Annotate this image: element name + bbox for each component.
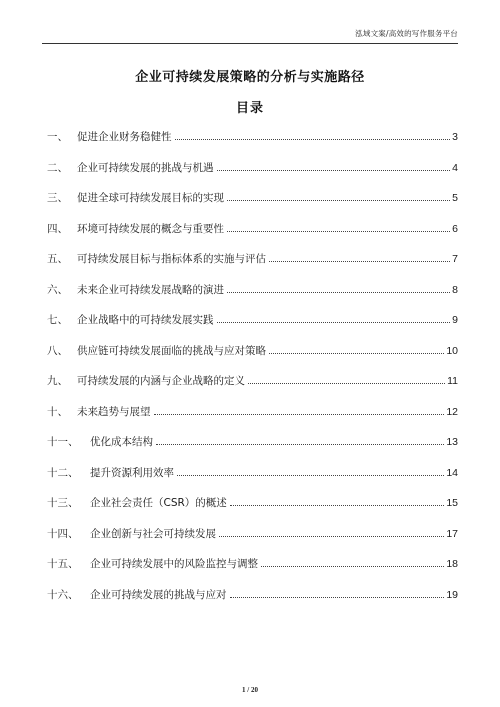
toc-entry-title: 未来企业可持续发展战略的演进: [77, 283, 224, 296]
toc-dot-leader: [219, 536, 444, 537]
page-number: 1 / 20: [242, 686, 258, 694]
toc-entry-number: 一、: [47, 131, 68, 143]
header-text: 泓域文案/高效的写作服务平台: [355, 29, 458, 38]
toc-entry-number: 三、: [47, 192, 68, 204]
toc-entry-page: 9: [452, 314, 458, 326]
toc-entry[interactable]: [47, 404, 458, 435]
toc-entry-title: 企业可持续发展的挑战与应对: [90, 588, 227, 601]
toc-dot-leader: [269, 353, 444, 354]
toc-entry[interactable]: [47, 251, 458, 282]
toc-entry-page: 7: [452, 253, 458, 265]
toc-entry-number: 七、: [47, 314, 68, 326]
toc-entry[interactable]: [47, 587, 458, 618]
toc-entry-title: 可持续发展的内涵与企业战略的定义: [77, 375, 245, 387]
toc-entry-title: 未来趋势与展望: [77, 405, 151, 418]
toc-dot-leader: [227, 200, 450, 201]
toc-entry-page: 10: [446, 344, 458, 357]
toc-entry-page: 17: [446, 527, 458, 540]
table-of-contents: [47, 129, 458, 617]
toc-entry-title: 促进企业财务稳健性: [77, 131, 172, 143]
toc-entry-page: 11: [447, 375, 458, 387]
toc-entry[interactable]: [47, 465, 458, 496]
toc-entry-page: 18: [446, 558, 458, 570]
toc-dot-leader: [217, 170, 451, 171]
toc-dot-leader: [261, 566, 444, 567]
toc-dot-leader: [217, 322, 451, 323]
toc-dot-leader: [154, 414, 445, 415]
toc-entry-number: 二、: [47, 161, 68, 174]
toc-entry[interactable]: [47, 282, 458, 313]
document-title: 企业可持续发展策略的分析与实施路径: [135, 70, 365, 85]
toc-entry[interactable]: [47, 495, 458, 526]
toc-entry-title: 环境可持续发展的概念与重要性: [77, 222, 224, 235]
toc-entry-page: 4: [452, 161, 458, 174]
toc-entry-title: 企业战略中的可持续发展实践: [77, 314, 214, 326]
toc-entry-page: 15: [446, 497, 458, 509]
toc-entry-page: 19: [446, 588, 458, 601]
toc-entry[interactable]: [47, 221, 458, 252]
toc-dot-leader: [248, 383, 445, 384]
header-divider: [42, 43, 458, 44]
toc-dot-leader: [177, 475, 444, 476]
toc-entry[interactable]: [47, 526, 458, 557]
toc-entry[interactable]: [47, 190, 458, 221]
toc-entry-number: 九、: [47, 375, 68, 387]
toc-dot-leader: [175, 139, 451, 140]
toc-heading: 目录: [235, 101, 264, 116]
toc-entry[interactable]: [47, 129, 458, 160]
toc-entry-title: 可持续发展目标与指标体系的实施与评估: [77, 253, 266, 265]
toc-dot-leader: [269, 261, 450, 262]
toc-dot-leader: [156, 444, 444, 445]
toc-entry-title: 提升资源利用效率: [90, 466, 174, 479]
toc-dot-leader: [227, 231, 450, 232]
toc-entry[interactable]: [47, 312, 458, 343]
toc-entry-page: 6: [452, 222, 458, 235]
toc-entry-number: 十、: [47, 405, 68, 418]
toc-dot-leader: [230, 597, 445, 598]
toc-entry-number: 十一、: [47, 436, 79, 448]
toc-entry-number: 十六、: [47, 588, 79, 601]
toc-entry-page: 13: [446, 436, 458, 448]
toc-entry-title: 促进全球可持续发展目标的实现: [77, 192, 224, 204]
toc-entry[interactable]: [47, 373, 458, 404]
toc-entry[interactable]: [47, 556, 458, 587]
toc-entry-number: 十五、: [47, 558, 79, 570]
toc-entry-page: 12: [446, 405, 458, 418]
toc-entry-number: 六、: [47, 283, 68, 296]
toc-entry-number: 五、: [47, 253, 68, 265]
toc-entry[interactable]: [47, 343, 458, 374]
toc-entry-number: 十四、: [47, 527, 79, 540]
toc-entry[interactable]: [47, 434, 458, 465]
toc-entry-title: 企业可持续发展中的风险监控与调整: [90, 558, 258, 570]
toc-entry-page: 5: [452, 192, 458, 204]
toc-entry-title: 企业可持续发展的挑战与机遇: [77, 161, 214, 174]
toc-entry-number: 四、: [47, 222, 68, 235]
toc-entry-number: 十三、: [47, 497, 79, 509]
toc-entry-title: 企业社会责任（CSR）的概述: [90, 497, 227, 509]
toc-entry-title: 供应链可持续发展面临的挑战与应对策略: [77, 344, 266, 357]
toc-dot-leader: [227, 292, 450, 293]
toc-entry-page: 14: [446, 466, 458, 479]
toc-entry-number: 八、: [47, 344, 68, 357]
toc-entry[interactable]: [47, 160, 458, 191]
toc-entry-number: 十二、: [47, 466, 79, 479]
toc-entry-title: 优化成本结构: [90, 436, 153, 448]
toc-entry-title: 企业创新与社会可持续发展: [90, 527, 216, 540]
toc-entry-page: 8: [452, 283, 458, 296]
toc-entry-page: 3: [452, 131, 458, 143]
toc-dot-leader: [230, 505, 445, 506]
